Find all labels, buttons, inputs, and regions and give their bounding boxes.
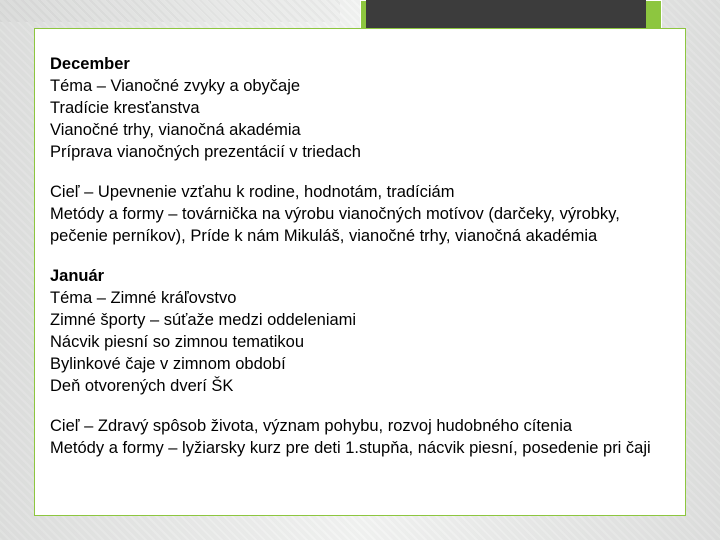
january-goal: Cieľ – Zdravý spôsob života, význam pohybu, rozvoj hudobného cítenia [50, 417, 573, 435]
december-line-4: Príprava vianočných prezentácií v triedach [50, 143, 361, 161]
january-line-3: Nácvik piesní so zimnou tematikou [50, 333, 305, 351]
december-goal: Cieľ – Upevnenie vzťahu k rodine, hodnotám, tradíciám [50, 183, 455, 201]
january-heading: Január [50, 267, 105, 285]
december-heading: December [50, 55, 130, 73]
spacer [50, 397, 660, 415]
december-line-2: Tradície kresťanstva [50, 99, 200, 117]
slide-text [50, 53, 660, 459]
spacer [50, 247, 660, 265]
january-methods: Metódy a formy – lyžiarsky kurz pre deti 1.stupňa, nácvik piesní, posedenie pri čaji [50, 439, 651, 457]
january-line-5: Deň otvorených dverí ŠK [50, 377, 234, 395]
spacer [50, 163, 660, 181]
january-line-4: Bylinkové čaje v zimnom období [50, 355, 286, 373]
background-stripe [0, 0, 340, 22]
january-line-2: Zimné športy – súťaže medzi oddeleniami [50, 311, 357, 329]
january-line-1: Téma – Zimné kráľovstvo [50, 289, 237, 307]
december-methods: Metódy a formy – továrnička na výrobu vianočných motívov (darčeky, výrobky, pečenie perníkov), Príde k nám Mikuláš, vianočné trhy, vianočná akadémia [50, 205, 620, 245]
december-line-1: Téma – Vianočné zvyky a obyčaje [50, 77, 301, 95]
december-line-3: Vianočné trhy, vianočná akadémia [50, 121, 301, 139]
